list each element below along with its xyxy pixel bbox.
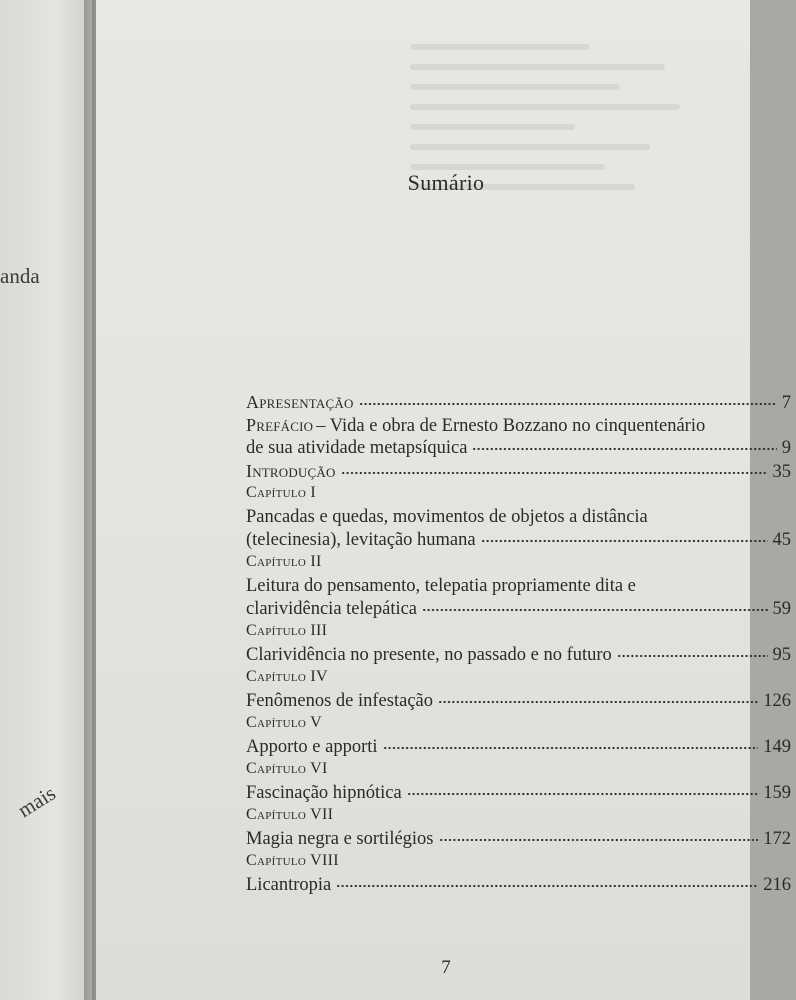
toc-entry-apresentacao [246, 392, 791, 415]
chapter-label-text: Capítulo V [246, 714, 322, 731]
facing-page [0, 0, 92, 1000]
chapter-label [246, 852, 791, 875]
toc-entry-introducao [246, 461, 791, 484]
toc-entry-label: Prefácio [246, 415, 314, 435]
dot-leader [422, 608, 767, 612]
toc-entry-label: Introdução [246, 461, 336, 481]
chapter-label [246, 714, 791, 737]
chapter-label [246, 668, 791, 691]
toc-entry-cap4 [246, 691, 791, 714]
toc-entry-cap7 [246, 829, 791, 852]
toc-entry-cap5 [246, 737, 791, 760]
dot-leader [439, 838, 759, 842]
toc-page-number: 95 [772, 645, 791, 665]
toc-page-number: 7 [781, 393, 791, 413]
toc-entry-cap1 [246, 507, 791, 530]
chapter-label-text: Capítulo VI [246, 760, 328, 777]
dot-leader [617, 654, 768, 658]
toc-entry-title: de sua atividade metapsíquica [246, 438, 468, 458]
toc-entry-cap6 [246, 783, 791, 806]
toc-entry-title: Licantropia [246, 875, 332, 895]
toc-page-number: 216 [763, 875, 791, 895]
toc-entry-title: Magia negra e sortilégios [246, 829, 434, 849]
toc-page-number: 35 [772, 462, 791, 482]
chapter-label-text: Capítulo III [246, 622, 328, 639]
chapter-label-text: Capítulo II [246, 553, 322, 570]
dot-leader [341, 471, 768, 475]
table-of-contents [246, 392, 791, 898]
toc-entry-title: Fenômenos de infestação [246, 691, 433, 711]
chapter-label-text: Capítulo I [246, 484, 317, 501]
dot-leader [438, 700, 758, 704]
toc-entry-title: clarividência telepática [246, 599, 418, 619]
toc-page-number: 45 [772, 530, 791, 550]
chapter-label [246, 622, 791, 645]
toc-page-number: 149 [763, 737, 791, 757]
toc-page-number: 172 [763, 829, 791, 849]
toc-entry-cap3 [246, 645, 791, 668]
toc-entry-prefacio-continued [246, 438, 791, 461]
dot-leader [359, 402, 777, 406]
toc-entry-title: Fascinação hipnótica [246, 783, 402, 803]
chapter-label [246, 760, 791, 783]
chapter-label [246, 484, 791, 507]
dot-leader [481, 539, 768, 543]
chapter-label [246, 553, 791, 576]
dot-leader [472, 447, 776, 451]
toc-entry-cap8 [246, 875, 791, 898]
toc-page-number: 9 [781, 438, 791, 458]
dot-leader [336, 884, 758, 888]
toc-entry-prefacio [246, 415, 791, 438]
facing-page-text-fragment: anda [0, 264, 40, 288]
page-title: Sumário [407, 170, 485, 195]
facing-page-text-fragment: mais [13, 780, 60, 823]
toc-entry-label: Apresentação [246, 392, 354, 412]
toc-entry-cap2 [246, 576, 791, 599]
dot-leader [383, 746, 759, 750]
toc-page-number: 59 [772, 599, 791, 619]
toc-entry-title: Clarividência no presente, no passado e no futuro [246, 645, 612, 665]
page-number-footer: 7 [441, 957, 451, 978]
toc-entry-title: (telecinesia), levitação humana [246, 530, 476, 550]
toc-entry-title: Leitura do pensamento, telepatia propriamente dita e [246, 576, 636, 596]
book-page [96, 0, 791, 1000]
chapter-label-text: Capítulo IV [246, 668, 328, 685]
toc-entry-cap2-continued [246, 599, 791, 622]
chapter-label [246, 806, 791, 829]
dot-leader [407, 792, 759, 796]
toc-entry-title: Pancadas e quedas, movimentos de objetos a distância [246, 507, 648, 527]
toc-page-number: 159 [763, 783, 791, 803]
chapter-label-text: Capítulo VII [246, 806, 334, 823]
chapter-label-text: Capítulo VIII [246, 852, 339, 869]
toc-entry-cap1-continued [246, 530, 791, 553]
toc-entry-title: – Vida e obra de Ernesto Bozzano no cinquentenário [316, 416, 706, 436]
toc-page-number: 126 [763, 691, 791, 711]
toc-entry-title: Apporto e apporti [246, 737, 378, 757]
